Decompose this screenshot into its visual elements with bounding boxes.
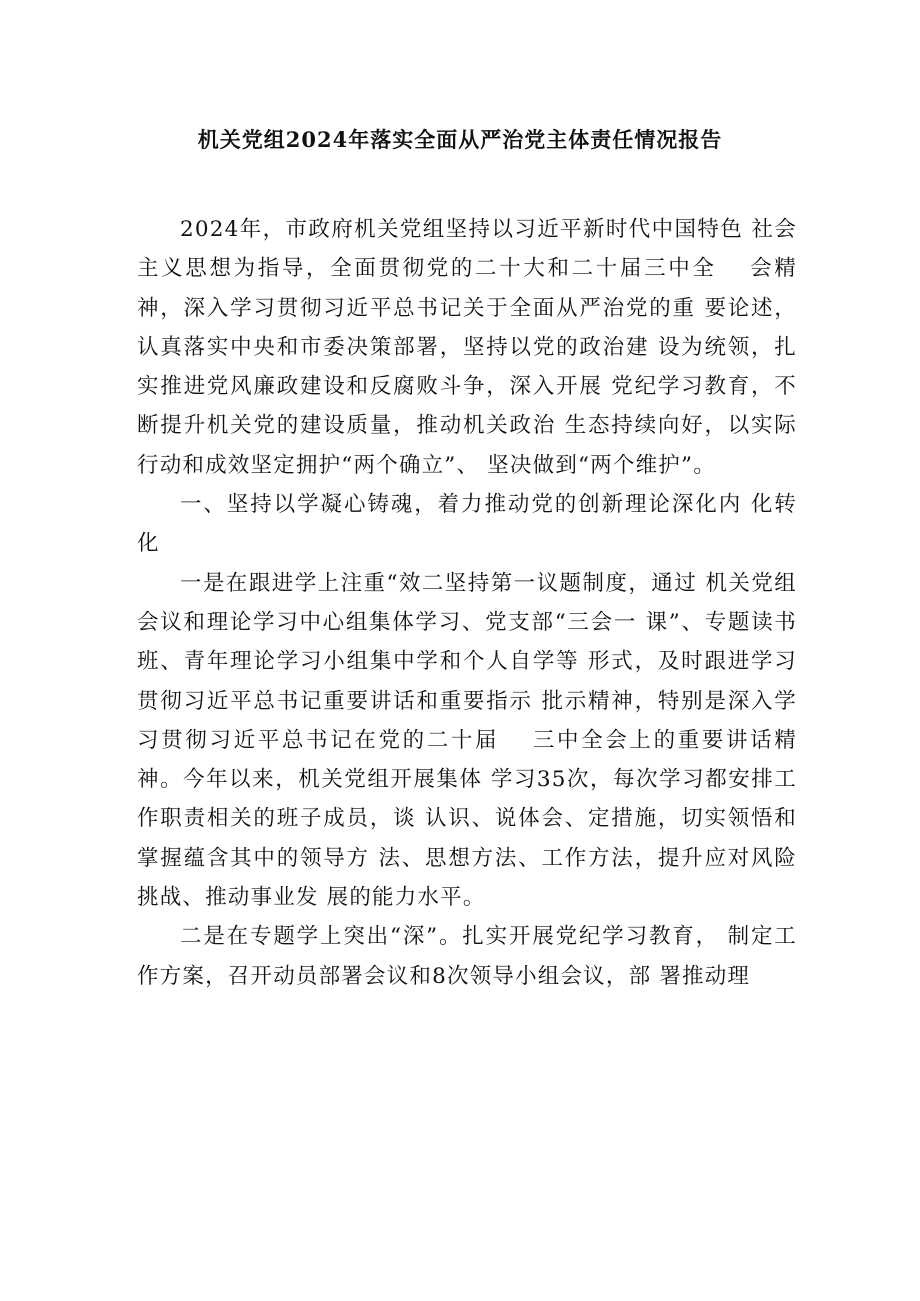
paragraph-study-follow-up: 一是在跟进学上注重“效二坚持第一议题制度，通过 机关党组会议和理论学习中心组集体学习、党支部“三会一 课”、专题读书班、青年理论学习小组集中学和个人自学等 形式，及时跟进学习贯彻习近平总书记重要讲话和重要指示 批示精神，特别是深入学习贯彻习近平总书记在党的二十届 三中全会上的重要讲话精神。今年以来，机关党组开展集体 学习35次，每次学习都安排工作职责相关的班子成员，谈 认识、说体会、定措施，切实领悟和掌握蕴含其中的领导方 法、思想方法、工作方法，提升应对风险挑战、推动事业发 展的能力水平。	[137, 570, 797, 911]
document-title: 机关党组2024年落实全面从严治党主体责任情况报告	[197, 127, 723, 152]
document-body	[137, 210, 797, 996]
paragraph-intro: 2024年，市政府机关党组坚持以习近平新时代中国特色 社会主义思想为指导，全面贯彻党的二十大和二十届三中全 会精神，深入学习贯彻习近平总书记关于全面从严治党的重 要论述，认真落实中央和市委决策部署，坚持以党的政治建 设为统领，扎实推进党风廉政建设和反腐败斗争，深入开展 党纪学习教育，不断提升机关党的建设质量，推动机关政治 生态持续向好，以实际行动和成效坚定拥护“两个确立”、 坚决做到“两个维护”。	[137, 217, 797, 478]
section-heading-1: 一、坚持以学凝心铸魂，着力推动党的创新理论深化内 化转化	[137, 492, 797, 557]
paragraph-special-study: 二是在专题学上突出“深”。扎实开展党纪学习教育， 制定工作方案，召开动员部署会议和8次领导小组会议，部 署推动理	[137, 924, 797, 989]
